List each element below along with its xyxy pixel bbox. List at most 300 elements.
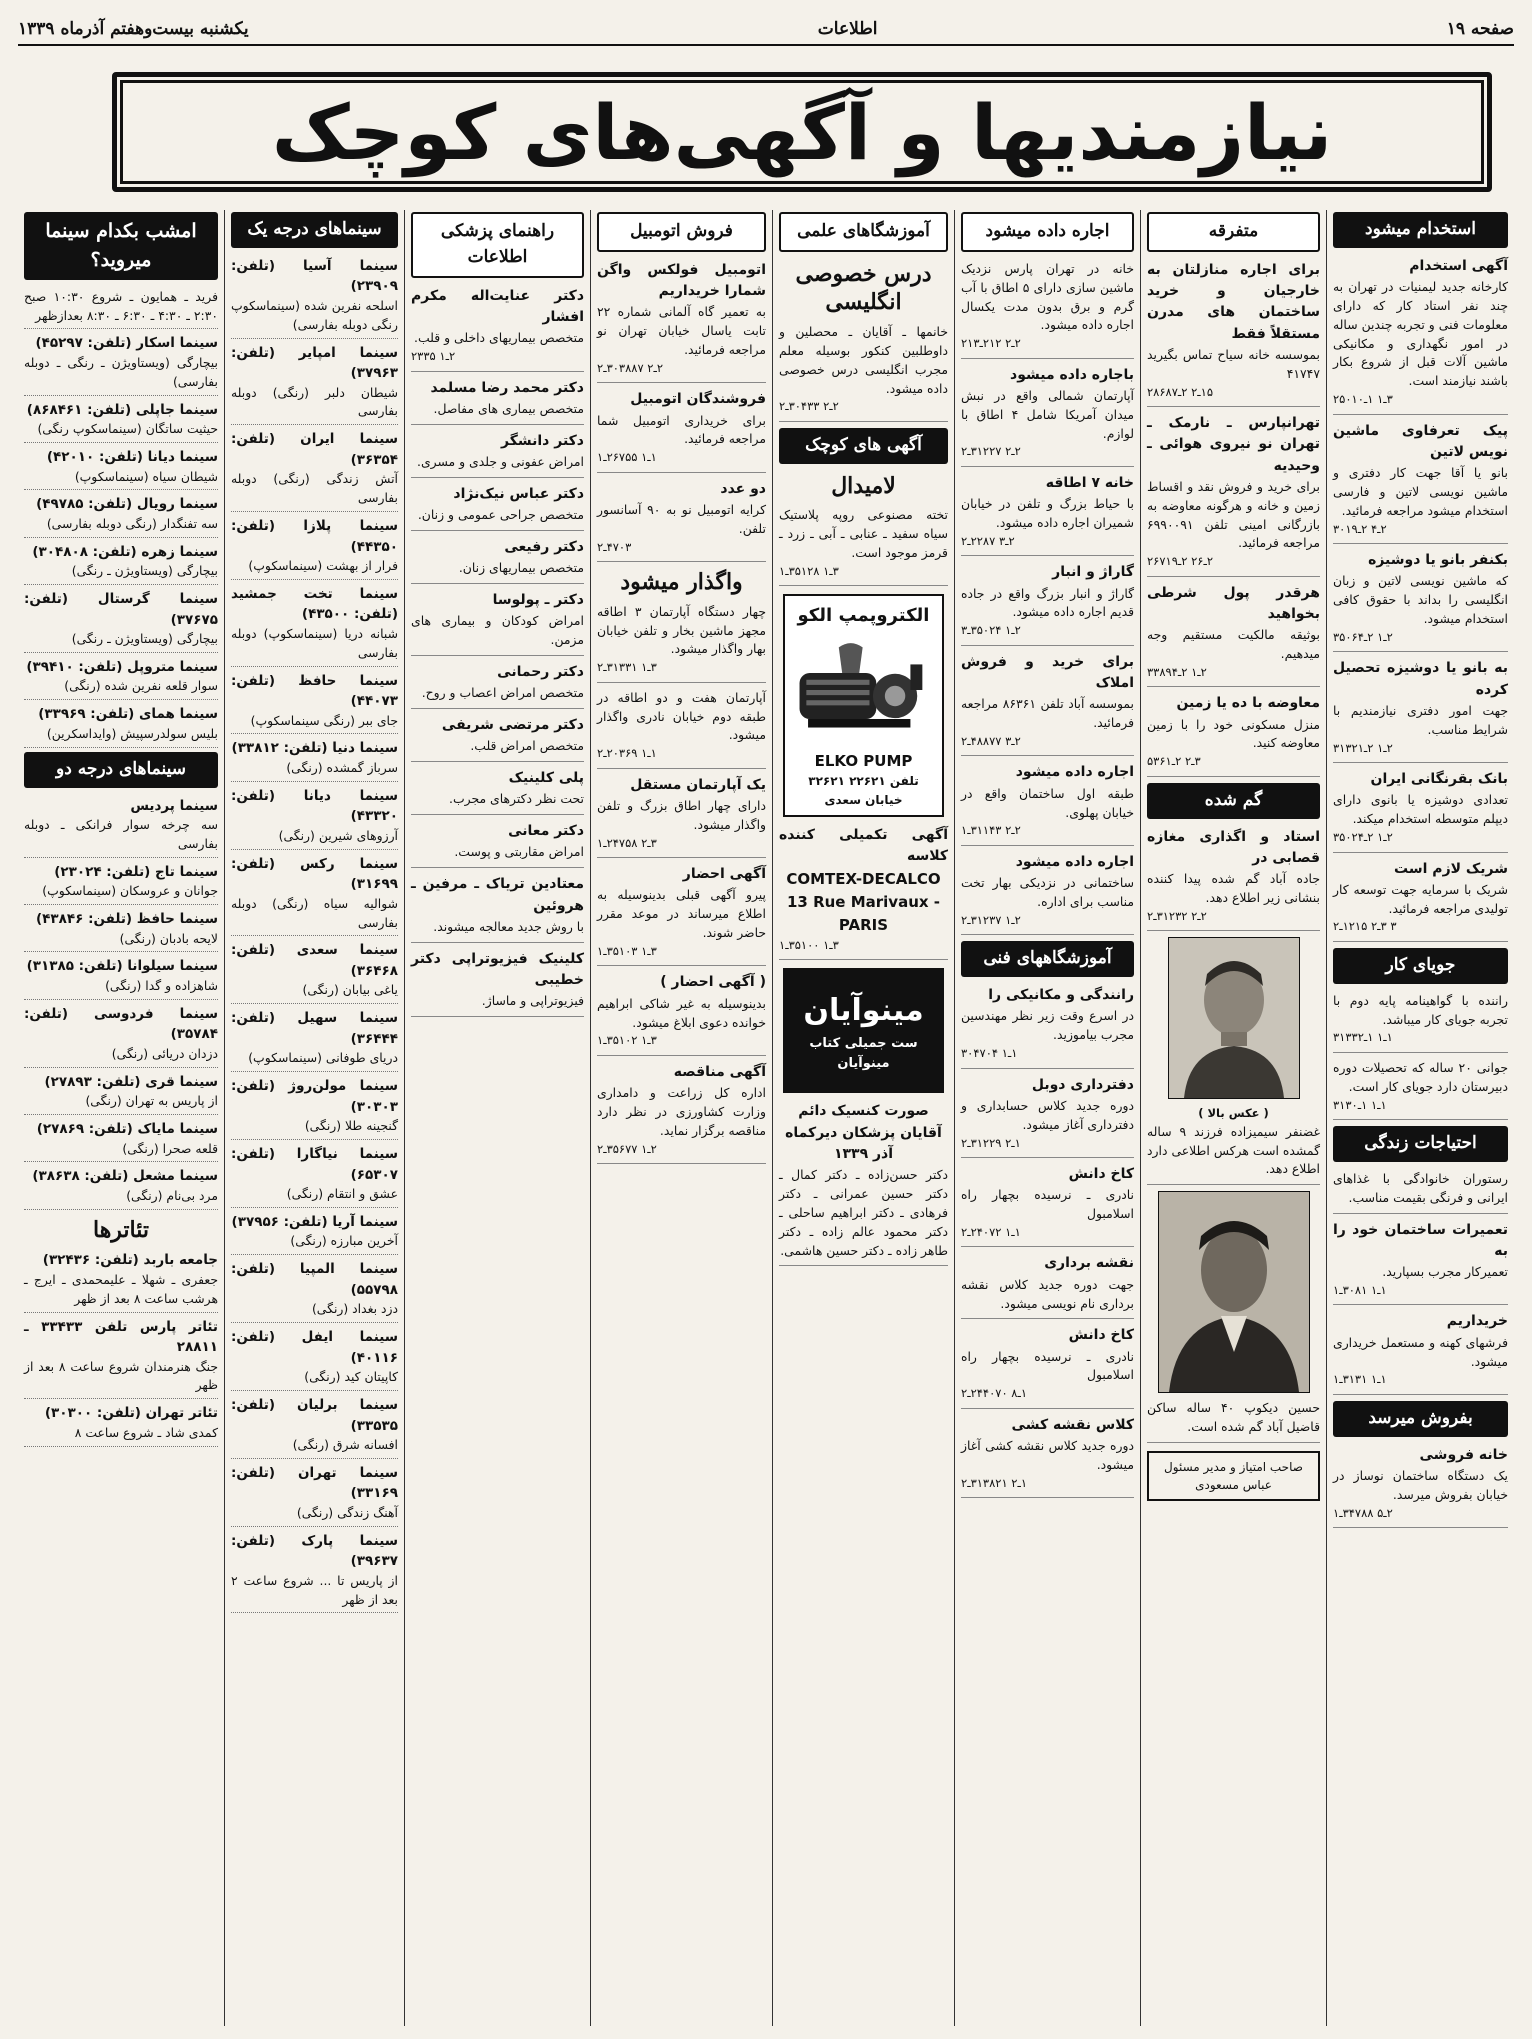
ad-code: ۱ـ۲ ۳۱۲۲۹ـ۲ [961, 1135, 1021, 1150]
scientific-heading: آموزشگاهای علمی [779, 212, 948, 252]
classified-ad [411, 821, 584, 868]
listing-detail: جای ببر (رنگی سینماسکوپ) [250, 712, 398, 728]
ad-title: استاد و اگذاری مغازه قصابی در [1147, 828, 1320, 866]
misc-ads [1147, 260, 1320, 777]
tech-school-ads [961, 985, 1134, 1498]
listing-detail: دزدان دریائی (رنگی) [111, 1045, 218, 1061]
listing-detail: از پاریس به تهران (رنگی) [85, 1093, 218, 1109]
listing-name: تئاتر تهران (تلفن: ۳۰۳۰۰) [44, 1405, 218, 1422]
ad-body: فرشهای کهنه و مستعمل خریداری میشود. [1333, 1334, 1508, 1369]
ad-code: ۳ـ۱ ۳۵۱۰۳ـ۱ [597, 944, 657, 959]
ad-body: بدینوسیله به غیر شاکی ابراهیم خوانده دعوی ابلاغ میشود. [597, 995, 766, 1030]
ad-code: ۱ـ۱ ۲۶۷۵۵ـ۱ [597, 450, 657, 465]
comtex-code: ۳ـ۱ ۳۵۱۰۰ـ۱ [779, 937, 839, 952]
pump-phone: تلفن ۲۲۶۲۱ ۳۲۶۲۱ خیابان سعدی [808, 774, 919, 807]
household-ads [1333, 1170, 1508, 1395]
ad-code: ۲ـ۱ ۳۵۶۷۷ـ۲ [597, 1141, 657, 1156]
listing-name: سینما سهیل (تلفن: ۳۶۴۴۴) [231, 1010, 398, 1047]
listing-detail: آخرین مبارزه (رنگی) [290, 1233, 398, 1249]
ad-title: دکتر ـ پولوسا [492, 591, 584, 608]
minoo-ad [783, 968, 944, 1093]
classified-ad [1147, 693, 1320, 776]
ad-code: ۳ـ۲ ۲۴۷۵۸ـ۱ [597, 835, 657, 850]
theatres-list [24, 1250, 218, 1446]
ad-body: امراض عفونی و جلدی و مسری. [417, 453, 584, 469]
listing-detail: شیطان دلبر (رنگی) دوبله بفارسی [231, 384, 398, 419]
listing-entry [24, 1403, 218, 1446]
ad-body: امراض مقاربتی و پوست. [454, 844, 584, 860]
ad-title: کاخ دانش [1068, 1165, 1134, 1182]
ad-title: ( آگهی احضار ) [660, 974, 766, 991]
ad-body: منزل مسکونی خود را با زمین معاوضه کنید. [1147, 716, 1320, 751]
employment-heading: استخدام میشود [1333, 212, 1508, 248]
classified-ad [1333, 1311, 1508, 1394]
classified-ad [411, 378, 584, 425]
ad-body: متخصص بیماریهای داخلی و قلب. [414, 330, 584, 346]
elko-pump-ad [783, 594, 944, 817]
ad-code: ۲ـ۱ ۲ـ۳۳۸۹۴ [1147, 664, 1207, 679]
ad-body: جهت امور دفتری نیازمندیم با شرایط مناسب. [1333, 702, 1508, 737]
ad-body: بموسسه خانه سیاح تماس بگیرید ۴۱۷۴۷ [1147, 346, 1320, 381]
listing-detail: قلعه صحرا (رنگی) [122, 1140, 218, 1156]
listing-name: سینما دنیا (تلفن: ۳۳۸۱۲) [231, 740, 398, 757]
listing-entry [24, 1119, 218, 1162]
ad-title: آگهی مناقصه [673, 1063, 766, 1080]
listing-entry [24, 796, 218, 858]
ad-title: پیک تعرفاوی ماشین نویس لاتین [1333, 422, 1508, 460]
listing-name: سینما آسیا (تلفن: ۲۳۹۰۹) [231, 257, 398, 295]
listing-detail: دریای طوفانی (سینماسکوپ) [248, 1050, 398, 1066]
ad-code: ۳ـ۱ ۳۱۳۳۱ـ۲ [597, 660, 657, 675]
listing-detail: بیچارگی (ویستاویژن ـ رنگی ـ دوبله بفارسی) [24, 354, 218, 389]
ad-code: ۱ـ۱ ۳۱۳۱ـ۱ [1333, 1372, 1387, 1387]
listing-detail: جعفری ـ شهلا ـ علیمحمدی ـ ایرج ـ هرشب ساعت ۸ بعد از ظهر [24, 1271, 218, 1306]
ad-body: طبقه اول ساختمان واقع در خیابان پهلوی. [961, 785, 1134, 820]
ad-code: ۲ـ۱ ۲۳۳۵ [411, 349, 456, 364]
listing-detail: گنجینه طلا (رنگی) [304, 1118, 398, 1134]
ad-title: هرقدر پول شرطی بخواهید [1147, 584, 1320, 622]
classified-ad [1333, 1059, 1508, 1120]
listing-detail: سه چرخه سوار فرانکی ـ دوبله بفارسی [24, 817, 218, 851]
classified-ad [411, 286, 584, 372]
classified-ad [961, 852, 1134, 935]
lost-ads [1147, 827, 1320, 932]
listing-detail: کمدی شاد ـ شروع ساعت ۸ [74, 1424, 218, 1440]
listing-entry [24, 1166, 218, 1209]
tech-schools-heading: آموزشگاههای فنی [961, 941, 1134, 977]
english-tutor-ad [779, 323, 948, 422]
listing-name: سینما آریا (تلفن: ۳۷۹۵۶) [231, 1213, 398, 1230]
ad-title: اجاره داده میشود [1015, 853, 1134, 870]
listing-name: سینما تاج (تلفن: ۲۳۰۲۴) [54, 863, 218, 880]
ad-title: معاوضه با ده یا زمین [1176, 695, 1320, 712]
column-rentals [954, 210, 1140, 2026]
classified-ad [597, 775, 766, 858]
ad-body: متخصص بیماری های مفاصل. [433, 400, 584, 416]
classified-ad [1333, 550, 1508, 652]
classified-ad [597, 1062, 766, 1164]
ad-body: در اسرع وقت زیر نظر مهندسین مجرب بیاموزید. [961, 1008, 1134, 1043]
listing-entry [24, 589, 218, 653]
comtex-body: COMTEX-DECALCO 13 Rue Marivaux - PARIS [786, 870, 941, 935]
listing-entry [24, 704, 218, 747]
ad-body: تعدادی دوشیزه یا بانوی دارای دیپلم متوسطه استخدام میکند. [1333, 792, 1508, 827]
ad-body: گاراژ و انبار بزرگ واقع در جاده قدیم اجاره داده میشود. [961, 585, 1134, 620]
tonight-heading: امشب بکدام سینما میروید؟ [24, 212, 218, 280]
ad-body: آپارتمان هفت و دو اطاقه در طبقه دوم خیابان نادری واگذار میشود. [597, 689, 766, 743]
small-ads-heading: آگهی های کوچک [779, 428, 948, 464]
listing-detail: دزد بغداد (رنگی) [311, 1301, 398, 1317]
ad-title: دکتر مرتضی شریفی [441, 717, 584, 733]
newspaper-page [18, 14, 1514, 2026]
listing-entry [231, 343, 398, 426]
ad-code: ۲ـ۱ ۲ـ۳۱۳۲۱ [1333, 740, 1393, 755]
ad-body: تحت نظر دکترهای مجرب. [449, 791, 584, 807]
ad-body: جوانی ۲۰ ساله که تحصیلات دوره دبیرستان دارد جویای کار است. [1333, 1059, 1509, 1094]
missing-man-photo [1158, 1191, 1310, 1393]
columns [18, 210, 1514, 2026]
ad-body: چهار دستگاه آپارتمان ۳ اطاقه مجهز ماشین بخار و تلفن خیابان بهار واگذار میشود. [597, 603, 766, 657]
ad-title: کاخ دانش [1068, 1327, 1134, 1344]
listing-name: سینما متروپل (تلفن: ۳۹۴۱۰) [26, 658, 218, 675]
classified-ad [411, 662, 584, 709]
listing-detail: حیثیت ساتگان (سینماسکوپ رنگی) [37, 421, 218, 437]
listing-entry [24, 1072, 218, 1115]
ad-body: متخصص جراحی عمومی و زنان. [417, 506, 584, 522]
ad-code: ۲ـ۵ ۳۴۷۸۸ـ۱ [1333, 1505, 1393, 1520]
misc-heading: متفرقه [1147, 212, 1320, 252]
classifieds-banner [112, 72, 1492, 192]
ad-title: به بانو یا دوشیزه تحصیل کرده [1333, 660, 1508, 698]
listing-detail: اسلحه نفرین شده (سینماسکوپ رنگی دوبله بفارسی) [231, 297, 398, 332]
ad-code: ۳ـ۱ ۱ـ۲۵۰۱۰ [1333, 392, 1393, 407]
listing-entry [231, 1395, 398, 1459]
classified-ad [597, 603, 766, 683]
tonight-cinemas [24, 333, 218, 747]
ad-title: دکتر عنایت‌اله مکرم افشار [411, 287, 584, 325]
listing-entry [24, 956, 218, 999]
job-seekers-heading: جویای کار [1333, 948, 1508, 984]
listing-detail: آهنگ زندگی (رنگی) [296, 1504, 398, 1520]
classified-ad [1333, 1170, 1508, 1214]
classified-ad [961, 1164, 1134, 1247]
ad-title: برای اجاره منازلتان به خارجیان و خرید ساختمان های مدرن مستقلاً فقط [1147, 261, 1320, 342]
ad-body: بانو یا آقا جهت کار دفتری و ماشین نویسی لاتین و فارسی استخدام میشود مراجعه فرمائید. [1333, 465, 1508, 518]
ad-body: یک دستگاه ساختمان نوساز در خیابان بفروش میرسد. [1333, 1467, 1508, 1502]
medical-heading: راهنمای پزشکی اطلاعات [411, 212, 584, 278]
employment-ads [1333, 256, 1508, 942]
ad-body: متخصص بیماریهای زنان. [458, 560, 584, 576]
ad-title: دکتر عباس نیک‌نژاد [453, 485, 584, 502]
ad-code: ۲ـ۳ ۲۲۸۷ـ۲ [961, 533, 1015, 548]
listing-detail: یاغی بیابان (رنگی) [302, 982, 398, 998]
listing-name: سینما حافظ (تلفن: ۴۳۸۴۶) [36, 911, 218, 928]
ad-body: ساختمانی در نزدیکی بهار تخت مناسب برای اداره. [961, 875, 1134, 909]
listing-entry [24, 1004, 218, 1068]
listing-name: سینما همای (تلفن: ۳۳۹۶۹) [38, 706, 218, 723]
ad-title: خریداریم [1446, 1313, 1508, 1330]
listing-detail: مرد بی‌نام (رنگی) [126, 1187, 218, 1203]
ad-title: معتادین تریاک ـ مرفین ـ هروئین [411, 876, 584, 914]
classified-ad [411, 484, 584, 531]
classified-ad [961, 365, 1134, 467]
listing-entry [24, 494, 218, 537]
ad-title: دکتر معانی [508, 823, 584, 840]
listing-name: سینما ایران (تلفن: ۳۶۳۵۴) [231, 431, 398, 468]
ad-body: به تعمیر گاه آلمانی شماره ۲۲ تابت یاسال خیابان تهران نو مراجعه فرمائید. [597, 304, 766, 358]
for-sale-ads [1333, 1445, 1508, 1528]
classified-ad [961, 473, 1134, 556]
second-class-heading: سینماهای درجه دو [24, 752, 218, 788]
first-class-cinemas [231, 256, 398, 1614]
listing-name: سینما گرستال (تلفن: ۳۷۶۷۵) [24, 591, 218, 628]
ad-body: خانه در تهران پارس نزدیک ماشین سازی دارای ۵ اطاق با آب گرم و برق بدون مدت یکسال اجاره داده میشود. [961, 260, 1134, 333]
listing-name: سینما رویال (تلفن: ۴۹۷۸۵) [36, 496, 218, 513]
ad-title: شریک لازم است [1394, 860, 1508, 877]
listing-name: سینما دیانا (تلفن: ۴۲۰۱۰) [46, 449, 218, 465]
listing-detail: سه تفنگدار (رنگی دوبله بفارسی) [46, 515, 218, 531]
ad-body: شریک با سرمایه جهت توسعه کار تولیدی مراجعه فرمائید. [1333, 881, 1508, 916]
classified-ad [1333, 658, 1508, 763]
listing-entry [24, 909, 218, 952]
listing-entry [231, 671, 398, 735]
tonight-intro: فرید ـ همایون ـ شروع ۱۰:۳۰ صبح ۲:۳۰ ـ ۴:۳۰ ـ ۶:۳۰ ـ ۸:۳۰ بعدازظهر [24, 288, 218, 330]
listing-entry [231, 1327, 398, 1391]
classified-ad [1333, 421, 1508, 545]
ad-title: فروشندگان اتومبیل [630, 391, 766, 408]
listing-detail: شوالیه سیاه (رنگی) دوبله بفارسی [231, 895, 398, 930]
ad-title: کلاس نقشه کشی [1011, 1416, 1134, 1433]
ad-title: بانک بقرنگانی ایران [1370, 771, 1508, 788]
ad-title: دکتر رفیعی [504, 538, 584, 555]
lamidal-code: ۳ـ۱ ۳۵۱۲۸ـ۱ [779, 563, 839, 578]
comtex-title: آگهی تکمیلی کننده کلاسه [779, 826, 948, 865]
listing-name: سینما فردوسی (تلفن: ۳۵۷۸۴) [24, 1005, 218, 1043]
ad-body: برای خرید و فروش نقد و اقساط زمین و خانه و هرگونه معاوضه به بازرگانی امینی تلفن ۶۹۹۰۰۹۱ مراجعه فرمائید. [1147, 478, 1320, 551]
listing-name: سینما سیلوانا (تلفن: ۳۱۳۸۵) [26, 958, 218, 975]
classified-ad [961, 652, 1134, 757]
listing-name: سینما ایفل (تلفن: ۴۰۱۱۶) [231, 1329, 398, 1366]
doctors-list-ad [779, 1101, 948, 1266]
classified-ad [411, 590, 584, 656]
listing-entry [24, 862, 218, 905]
classified-ad [1147, 827, 1320, 932]
listing-detail: آرزوهای شیرین (رنگی) [278, 827, 398, 843]
ad-title: دو عدد [720, 480, 766, 497]
ad-body: فیزیوتراپی و ماساژ. [481, 993, 584, 1009]
classified-ad [1333, 769, 1508, 852]
ad-body: راننده با گواهینامه پایه دوم با تجربه جویای کار میباشد. [1333, 992, 1508, 1027]
listing-name: سینما مولن‌روژ (تلفن: ۳۰۳۰۳) [231, 1078, 398, 1115]
english-tutor-title: درس خصوصی انگلیسی [795, 260, 932, 316]
ad-body: رستوران خانوادگی با غذاهای ایرانی و فرنگی بقیمت مناسب. [1333, 1170, 1508, 1205]
ad-body: برای خریداری اتومبیل شما مراجعه فرمائید. [597, 412, 766, 447]
listing-entry [231, 1531, 398, 1614]
listing-name: سینما جاپلی (تلفن: ۸۶۸۴۶۱) [26, 401, 218, 418]
listing-entry [231, 738, 398, 781]
ad-body: دارای چهار اطاق بزرگ و تلفن واگذار میشود. [597, 798, 766, 832]
auto-ads [597, 260, 766, 562]
listing-name: تئاتر پارس تلفن ۳۳۴۳۳ ـ ۲۸۸۱۱ [24, 1318, 218, 1356]
classified-ad [1333, 256, 1508, 415]
column-cinema-1 [224, 210, 404, 2026]
listing-detail: از پاریس تا ... شروع ساعت ۲ بعد از ظهر [231, 1572, 398, 1607]
ad-body: پیرو آگهی قبلی بدینوسیله به اطلاع میرساند در موعد مقرر حاضر شوند. [597, 887, 766, 941]
ad-body: که ماشین نویسی لاتین و زبان انگلیسی را بداند با حقوق کافی استخدام میشود. [1333, 573, 1508, 627]
ad-code: ۲ـ۱ ۲ـ۳۵۰۶۴ [1333, 629, 1393, 644]
classified-ad [1333, 992, 1508, 1053]
ad-code: ۱ـ۸ ۲۴۴۰۷۰ـ۲ [961, 1386, 1028, 1401]
listing-detail: بیچارگی (ویستاویژن ـ رنگی) [71, 563, 218, 579]
pump-brand: ELKO PUMP [814, 751, 913, 770]
listing-entry [231, 1212, 398, 1255]
ad-title: دکتر محمد رضا مسلمد [430, 379, 584, 396]
classified-ad [961, 985, 1134, 1068]
photo1-text: غضنفر سیمیزاده فرزند ۹ ساله گمشده است هرکس اطلاعی دارد اطلاع دهد. [1147, 1123, 1320, 1186]
ad-code: ۱ـ۱ ۳۰۴۷۰۴ [961, 1046, 1018, 1061]
photo2-text: حسین دیکوپ ۴۰ ساله ساکن قاضیل آباد گم شده است. [1147, 1399, 1320, 1443]
ad-code: ۳ـ۱ ۳۵۱۰۲ـ۱ [597, 1033, 657, 1048]
ad-title: نقشه برداری [1044, 1255, 1134, 1272]
listing-detail: شیطان سیاه (سینماسکوپ) [74, 468, 218, 484]
ad-body: نادری ـ نرسیده بچهار راه اسلامبول [961, 1348, 1134, 1383]
lamidal-ad [779, 506, 948, 586]
ad-code: ۱ـ۱ ۱ـ۳۱۳۰ [1333, 1097, 1387, 1112]
ad-body: با حیاط بزرگ و تلفن در خیابان شمیران اجاره داده میشود. [961, 496, 1134, 531]
job-seeker-ads [1333, 992, 1508, 1120]
listing-entry [24, 333, 218, 395]
listing-name: سینما اسکار (تلفن: ۴۵۲۹۷) [35, 335, 218, 352]
ad-body: آپارتمان شمالی واقع در نبش میدان آمریکا شامل ۴ اطاق با لوازم. [961, 387, 1134, 441]
classified-ad [411, 949, 584, 1017]
ad-title: بکنفر بانو یا دوشیزه [1368, 552, 1508, 569]
listing-entry [231, 516, 398, 580]
medical-ads [411, 286, 584, 1017]
listing-entry [231, 940, 398, 1004]
page-label: صفحه ۱۹ [1446, 19, 1514, 39]
listing-name: سینما زهره (تلفن: ۳۰۴۸۰۸) [32, 543, 218, 560]
for-sale-heading: بفروش میرسد [1333, 1401, 1508, 1437]
ad-body: تعمیرکار مجرب بسپارید. [1382, 1264, 1508, 1280]
listing-entry [24, 400, 218, 443]
lost-heading: گم شده [1147, 783, 1320, 819]
ad-title: تهرانپارس ـ نارمک ـ تهران نو نیروی هوائی ـ وحیدیه [1147, 415, 1320, 474]
classified-ad [961, 1325, 1134, 1408]
ad-code: ۳ـ۲ ۲ـ۵۳۶۱ [1147, 754, 1201, 769]
ad-code: ۲ـ۲ ۳۱۲۲۷ـ۲ [961, 444, 1021, 459]
listing-detail: جوانان و عروسکان (سینماسکوپ) [42, 883, 218, 899]
ad-title: اتومبیل فولکس واگن شمارا خریداریم [597, 261, 766, 300]
classified-ad [961, 260, 1134, 359]
classified-ad [961, 1253, 1134, 1319]
ad-title: گاراژ و انبار [1052, 564, 1134, 581]
first-class-cinemas-heading: سینماهای درجه یک [231, 212, 398, 248]
listing-entry [231, 256, 398, 339]
pump-illustration [791, 630, 936, 750]
banner-title: نیازمندیها و آگهی‌های کوچک [271, 87, 1333, 177]
ad-body: بوثیقه مالکیت مستقیم وجه میدهیم. [1147, 627, 1320, 662]
ad-title: باجاره داده میشود [1010, 366, 1134, 383]
listing-entry [24, 542, 218, 585]
column-misc [1140, 210, 1326, 2026]
listing-name: سینما قری (تلفن: ۲۷۸۹۳) [44, 1073, 218, 1090]
ad-code: ۳ ۳ـ۲ ۱۲۱۵ـ۲ [1333, 919, 1397, 934]
listing-detail: لایحه بادبان (رنگی) [119, 930, 218, 946]
listing-entry [24, 447, 218, 490]
listing-detail: بیچارگی (ویستاویژن ـ رنگی) [71, 631, 218, 647]
listing-detail: آتش زندگی (رنگی) دوبله بفارسی [231, 471, 398, 506]
ad-code: ۲ـ۲ ۲۱۲ـ۲۱۳ [961, 336, 1021, 351]
ad-code: ۱ـ۲ ۳۱۳۸۲۱ـ۲ [961, 1475, 1028, 1490]
ad-title: خانه ۷ اطاقه [1045, 474, 1134, 491]
column-employment [1326, 210, 1514, 2026]
ad-body: دوره جدید کلاس نقشه کشی آغاز میشود. [961, 1438, 1134, 1472]
listing-entry [231, 1463, 398, 1527]
ad-body: متخصص امراض قلب. [470, 738, 584, 754]
classified-ad [1333, 1445, 1508, 1528]
ad-body: نادری ـ نرسیده بچهار راه اسلامبول [961, 1187, 1134, 1222]
running-header [18, 14, 1514, 46]
autos-heading: فروش اتومبیل [597, 212, 766, 252]
minoo-title: مینوآیان [803, 993, 924, 1029]
listing-name: سینما پلازا (تلفن: ۴۴۳۵۰) [231, 517, 398, 555]
doctors-list-body: دکتر حسن‌زاده ـ دکتر کمال ـ دکتر حسین عمرانی ـ دکتر فرهادی ـ دکتر ابراهیم ساحلی ـ دکتر محمود عالم زاده ـ دکتر طاهر زاده ـ دکتر حسین هاشمی. [779, 1167, 948, 1258]
classified-ad [411, 768, 584, 815]
ad-code: ۱۵ـ۲ ۲ـ۲۸۶۸۷ [1147, 384, 1214, 399]
pump-title: الکتروپمپ الکو [797, 605, 930, 627]
listing-name: سینما تخت جمشید (تلفن: ۴۳۵۰۰) [231, 585, 398, 623]
ad-body: متخصص امراض اعصاب و روح. [421, 685, 584, 701]
ad-code: ۲ـ۱ ۳۵۰۲۴ـ۳ [961, 623, 1021, 638]
classified-ad [411, 431, 584, 478]
theatres-heading: تئاترها [92, 1216, 150, 1243]
lamidal-body: تخته مصنوعی روپه پلاستیک سیاه سفید ـ عنابی ـ آبی ـ زرد ـ قرمز موجود است. [779, 507, 948, 560]
ad-body: کارخانه جدید لیمنیات در تهران به چند نفر استاد کار که دارای معلومات فنی و تجربه چندین ساله در امور نگهداری و مکانیکی ماشین آلات قبل از شروع بکار باشند نیازمند است. [1333, 279, 1508, 389]
lease-heading: واگذار میشود [620, 569, 743, 596]
listing-detail: بلیس سولدرسپیش (وایداسکرین) [46, 725, 218, 741]
classified-ad [961, 1075, 1134, 1158]
rental-ads [961, 260, 1134, 935]
listing-name: سینما برلیان (تلفن: ۳۳۵۳۵) [231, 1397, 398, 1434]
listing-name: سینما تهران (تلفن: ۳۳۱۶۹) [231, 1464, 398, 1502]
ad-body: جاده آباد گم شده پیدا کننده بنشانی زیر اطلاع دهد. [1147, 871, 1320, 905]
ad-title: تعمیرات ساختمان خود را به [1333, 1221, 1508, 1259]
ad-code: ۱ـ۱ ۳۰۸۱ـ۱ [1333, 1282, 1387, 1297]
ad-code: ۱ـ۱ ۲۴۰۷۲ـ۲ [961, 1224, 1021, 1239]
listing-name: سینما سعدی (تلفن: ۳۶۴۶۸) [231, 942, 398, 979]
ad-title: برای خرید و فروش املاک [961, 653, 1134, 692]
listing-detail: فرار از بهشت (سینماسکوپ) [248, 558, 398, 574]
listing-detail: سرباز گمشده (رنگی) [286, 759, 398, 775]
ad-title: خانه فروشی [1419, 1446, 1508, 1463]
listing-name: سینما امپایر (تلفن: ۳۷۹۶۳) [231, 344, 398, 382]
column-autos [590, 210, 772, 2026]
listing-entry [24, 1317, 218, 1400]
classified-ad [961, 1415, 1134, 1498]
classified-ad [1333, 1220, 1508, 1306]
classified-ad [1147, 260, 1320, 407]
classified-ad [597, 479, 766, 562]
ad-code: ۱ـ۱ ۱ـ۳۱۳۳۲ [1333, 1030, 1393, 1045]
doctors-list-title: صورت کنسیک دائم آقایان پزشکان دیرکماه آذر ۱۳۳۹ [785, 1103, 942, 1162]
ad-body: جهت دوره جدید کلاس نقشه برداری نام نویسی میشود. [961, 1276, 1134, 1311]
ad-code: ۲ـ۲ ۳۱۲۳۲ـ۲ [1147, 908, 1207, 923]
ad-title: پلی کلینیک [508, 770, 584, 787]
listing-name: سینما رکس (تلفن: ۳۱۶۹۹) [231, 855, 398, 893]
ad-body: بموسسه آباد تلفن ۸۶۳۶۱ مراجعه فرمائید. [961, 696, 1135, 731]
paper-name: اطلاعات [817, 19, 878, 39]
ad-code: ۱ـ۱ ۲۰۳۶۹ـ۲ [597, 746, 657, 761]
